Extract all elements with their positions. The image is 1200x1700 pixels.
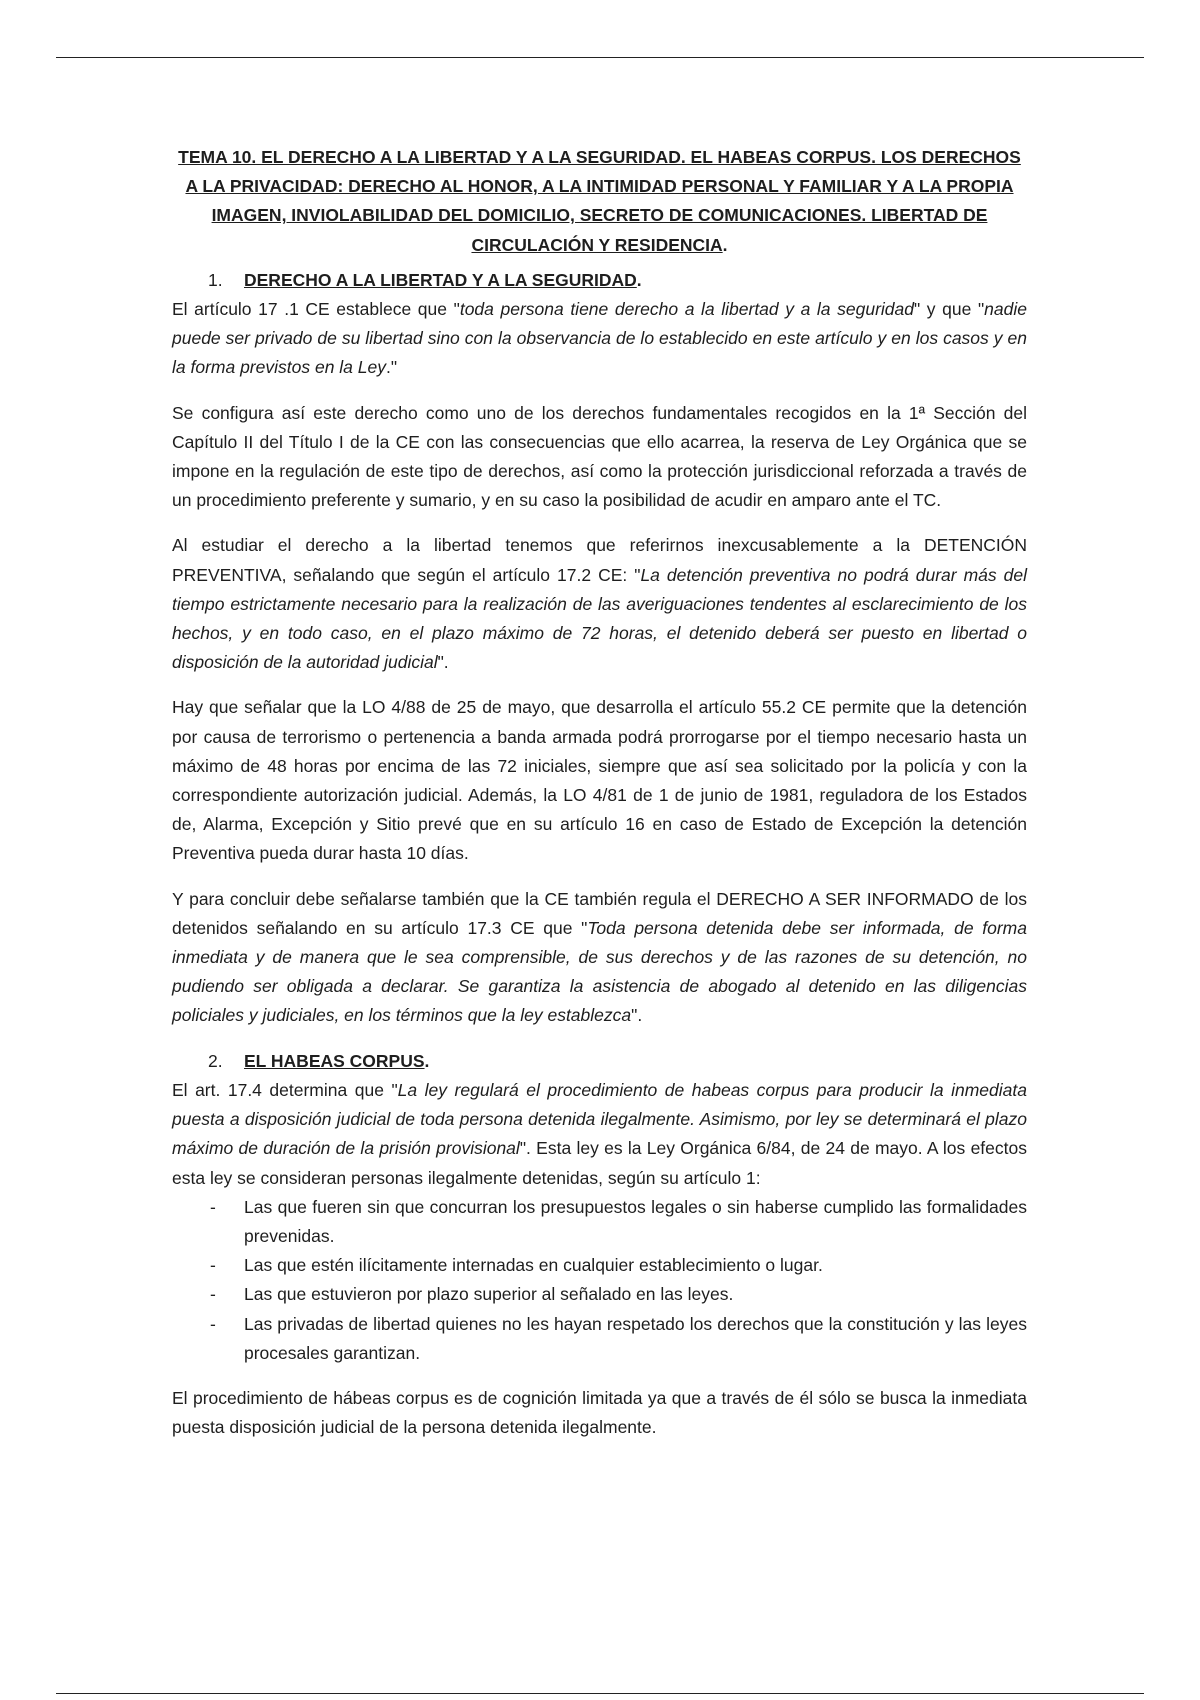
list-item: - Las privadas de libertad quienes no les hayan respetado los derechos que la constitución y las leyes procesales garantizan.	[172, 1310, 1027, 1368]
quote-run: La detención preventiva no podrá durar más del tiempo estrictamente necesario para la realización de las averiguaciones tendentes al esclarecimiento de los hechos, y en todo caso, en el plazo máximo de 72 horas, el detenido deberá ser puesto en libertad o disposición de la autoridad judicial	[172, 564, 1027, 673]
document-body	[172, 143, 1027, 1458]
list-item: - Las que estuvieron por plazo superior al señalado en las leyes.	[172, 1280, 1027, 1309]
text-run: ."	[386, 357, 398, 378]
text-run: Y para concluir debe señalarse también que la CE también regula el DERECHO A SER INFORMADO de los detenidos señalando en su artículo 17.3 CE que "	[172, 888, 1027, 938]
title-end: .	[722, 234, 728, 255]
quote-run: Toda persona detenida debe ser informada, de forma inmediata y de manera que le sea comprensible, de sus derechos y de las razones de su detención, no pudiendo ser obligada a declarar. Se garantiza la asistencia de abogado al detenido en las diligencias policiales y judiciales, en los términos que la ley establezca	[172, 917, 1027, 1026]
section-1-paragraph-1	[172, 295, 1027, 383]
text-run: El artículo 17 .1 CE establece que "	[172, 299, 460, 320]
section-1-title-end: .	[636, 269, 642, 290]
text-run: ".	[437, 652, 449, 673]
section-1-paragraph-5	[172, 885, 1027, 1031]
detained-persons-list	[172, 1193, 1027, 1368]
section-1-number: 1.	[208, 269, 223, 290]
section-1-paragraph-2: Se configura así este derecho como uno de los derechos fundamentales recogidos en la 1ª Sección del Capítulo II del Título I de la CE con las consecuencias que ello acarrea, la reserva de Ley Orgánica que se impone en la regulación de este tipo de derechos, así como la protección jurisdiccional reforzada a través de un procedimiento preferente y sumario, y en su caso la posibilidad de acudir en amparo ante el TC.	[172, 402, 1027, 511]
section-1-paragraph-3	[172, 531, 1027, 677]
quote-run: La ley regulará el procedimiento de habeas corpus para producir la inmediata puesta a disposición judicial de toda persona detenida ilegalmente. Asimismo, por ley se determinará el plazo máximo de duración de la prisión provisional	[172, 1079, 1027, 1159]
header-rule	[56, 57, 1144, 58]
list-item: - Las que estén ilícitamente internadas en cualquier establecimiento o lugar.	[172, 1251, 1027, 1280]
list-item: - Las que fueren sin que concurran los presupuestos legales o sin haberse cumplido las formalidades prevenidas.	[172, 1193, 1027, 1251]
section-1-paragraph-4: Hay que señalar que la LO 4/88 de 25 de mayo, que desarrolla el artículo 55.2 CE permite que la detención por causa de terrorismo o pertenencia a banda armada podrá prorrogarse por el tiempo necesario hasta un máximo de 48 horas por encima de las 72 iniciales, siempre que así sea solicitado por la policía y con la correspondiente autorización judicial. Además, la LO 4/81 de 1 de junio de 1981, reguladora de los Estados de, Alarma, Excepción y Sitio prevé que en su artículo 16 en caso de Estado de Excepción la detención Preventiva pueda durar hasta 10 días.	[172, 697, 1027, 864]
section-2-title-end: .	[424, 1050, 430, 1071]
document-title	[172, 143, 1027, 260]
quote-run: nadie puede ser privado de su libertad sino con la observancia de lo establecido en este artículo y en los casos y en la forma previstos en la Ley	[172, 299, 1027, 378]
title-text: TEMA 10. EL DERECHO A LA LIBERTAD Y A LA SEGURIDAD. EL HABEAS CORPUS. LOS DERECHOS A LA PRIVACIDAD: DERECHO AL HONOR, A LA INTIMIDAD PERSONAL Y FAMILIAR Y A LA PROPIA IMAGEN, INVIOLABILIDAD DEL DOMICILIO, SECRETO DE COMUNICACIONES. LIBERTAD DE CIRCULACIÓN Y RESIDENCIA	[178, 147, 1021, 255]
text-run: " y que "	[914, 299, 985, 320]
text-run: ".	[631, 1005, 643, 1026]
footer-rule	[56, 1693, 1144, 1694]
text-run: El art. 17.4 determina que "	[172, 1079, 398, 1100]
quote-run: toda persona tiene derecho a la libertad y a la seguridad	[459, 299, 914, 320]
section-1-title: DERECHO A LA LIBERTAD Y A LA SEGURIDAD	[244, 269, 637, 290]
section-1-heading	[172, 266, 1027, 295]
section-2-paragraph-2: El procedimiento de hábeas corpus es de cognición limitada ya que a través de él sólo se busca la inmediata puesta disposición judicial de la persona detenida ilegalmente.	[172, 1387, 1027, 1438]
text-run: ". Esta ley es la Ley Orgánica 6/84, de 24 de mayo. A los efectos esta ley se consideran personas ilegalmente detenidas, según su artículo 1:	[172, 1138, 1027, 1188]
section-2-paragraph-1	[172, 1076, 1027, 1193]
section-2-heading	[172, 1047, 1027, 1076]
section-2-title: EL HABEAS CORPUS	[244, 1050, 425, 1071]
section-2-number: 2.	[208, 1050, 223, 1071]
text-run: Al estudiar el derecho a la libertad tenemos que referirnos inexcusablemente a la DETENCIÓN PREVENTIVA, señalando que según el artículo 17.2 CE: "	[172, 535, 1027, 585]
